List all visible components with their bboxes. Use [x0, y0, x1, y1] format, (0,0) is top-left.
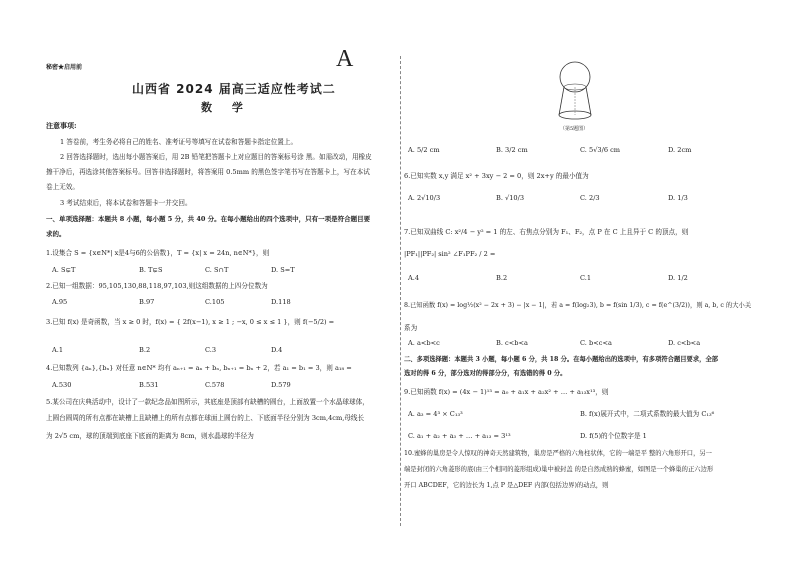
q4-option-a: A.530: [52, 381, 72, 389]
notes-item: 擦干净后，再选涂其他答案标号。回答非选择题时，将答案用 0.5mm 的黑色签字笔书写在答题卡上，写在本试: [46, 168, 370, 176]
section2-heading-cont: 选对的得 6 分，部分选对的得部分分，有选错的得 0 分。: [404, 370, 567, 377]
paper-title: 山西省 2024 届高三适应性考试二: [132, 82, 336, 96]
column-divider: [400, 56, 401, 526]
section2-heading: 二、多项选择题：本题共 3 小题，每小题 6 分，共 18 分。在每小题给出的选项中，有多项符合题目要求，全部: [404, 356, 719, 363]
q3-option-c: C.3: [205, 346, 217, 354]
paper-subject: 数 学: [201, 101, 251, 114]
section1-heading: 一、单项选择题：本题共 8 小题，每小题 5 分，共 40 分。在每小题给出的四个选项中，只有一项是符合题目要: [46, 215, 371, 223]
q10-stem-line: 端是封闭的六角菱形的底(由三个相同的菱形组成)巢中被封盖 的是自然成熟的蜂蜜，如图是一个蜂巢的正六边形: [404, 466, 714, 473]
q5-option-d: D. 2cm: [668, 146, 692, 154]
q5-option-a: A. 5/2 cm: [408, 146, 440, 154]
q5-figure: [540, 60, 610, 124]
q3-option-b: B.2: [139, 346, 151, 354]
paper-version: A: [336, 46, 354, 72]
q5-stem-line: 5.某公司在庆典活动中，设计了一款纪念品如图所示，其底座是顶部有缺槽的圆台，上面放置一个水晶球球体，: [46, 398, 369, 406]
q7-stem-line: 7.已知双曲线 C: x²/4 − y² = 1 的左、右焦点分别为 F₁、F₂，点 P 在 C 上且异于 C 的顶点，则: [404, 228, 689, 236]
q5-stem-line: 上圆台圆周的所有点都在缺槽上且缺槽上的所有点都在球面上圆台的上、下底面半径分别为 3cm,4cm,母线长: [46, 414, 365, 422]
q9-option-d: D. f(5)的个位数字是 1: [580, 432, 647, 440]
notes-item: 3 考试结束后，将本试卷和答题卡一并交回。: [60, 199, 192, 207]
q7-option-d: D. 1/2: [668, 274, 688, 282]
q8-option-a: A. a<b<c: [408, 339, 440, 347]
q8-stem-line: 8.已知函数 f(x) = log½(x² − 2x + 3) − |x − 1|，若 a = f(log₂3), b = f(sin 1/3), c = f(e^(3/2))，则 a, b, c 的大小关: [404, 302, 752, 309]
q9-option-c: C. a₁ + a₂ + a₃ + … + a₁₃ = 3¹³: [408, 432, 511, 440]
section1-heading-cont: 求的。: [46, 230, 66, 238]
q8-option-d: D. c<b<a: [668, 339, 701, 347]
q1-option-a: A. S⊊T: [52, 266, 76, 274]
q2-option-c: C.105: [205, 298, 225, 306]
q4-stem: 4.已知数列 {aₙ},{bₙ} 对任意 n∈N* 均有 aₙ₊₁ = aₙ + bₙ, bₙ₊₁ = bₙ + 2，若 a₁ = b₁ = 3，则 a₁₈ =: [46, 364, 352, 372]
q2-option-a: A.95: [52, 298, 68, 306]
q6-option-c: C. 2/3: [580, 194, 600, 202]
q5-option-b: B. 3/2 cm: [496, 146, 528, 154]
q1-option-b: B. T⊊S: [139, 266, 163, 274]
q7-option-b: B.2: [496, 274, 508, 282]
notes-heading: 注意事项:: [46, 121, 77, 130]
notes-item: 卷上无效。: [46, 183, 79, 191]
q2-option-b: B.97: [139, 298, 155, 306]
q3-option-a: A.1: [52, 346, 64, 354]
q1-stem: 1.设集合 S = {x∈N*| x是4与6的公倍数}，T = {x| x = 24n, n∈N*}，则: [46, 249, 270, 257]
q6-option-b: B. √10/3: [496, 194, 525, 202]
q10-stem-line: 10.蜜蜂的巢房是令人惊叹的神奇天然建筑物，巢房是严格的六角柱状体，它的一端是平 整的六角形开口，另一: [404, 450, 712, 457]
q3-option-d: D.4: [271, 346, 283, 354]
q7-option-a: A.4: [408, 274, 420, 282]
q6-option-a: A. 2√10/3: [408, 194, 441, 202]
q1-option-c: C. S∩T: [205, 266, 229, 274]
q2-stem: 2.已知一组数据：95,105,130,88,118,97,103,则这组数据的上四分位数为: [46, 282, 268, 290]
q2-option-d: D.118: [271, 298, 291, 306]
q5-figure-caption: （第5题图）: [560, 126, 589, 132]
q3-stem: 3.已知 f(x) 是奇函数，当 x ≥ 0 时，f(x) = { 2f(x−1), x ≥ 1 ; −x, 0 ≤ x ≤ 1 }，则 f(−5/2) =: [46, 318, 335, 326]
q9-option-a: A. a₃ = 4³ × C₁₃³: [408, 410, 463, 418]
q6-option-d: D. 1/3: [668, 194, 688, 202]
q5-stem-line: 为 2√5 cm，球的顶端到底座下底面的距离为 8cm，则水晶球的半径为: [46, 432, 254, 440]
q7-option-c: C.1: [580, 274, 592, 282]
q5-option-c: C. 5√3/6 cm: [580, 146, 621, 154]
q8-option-c: C. b<c<a: [580, 339, 612, 347]
q4-option-d: D.579: [271, 381, 291, 389]
q10-stem-line: 开口 ABCDEF，它的边长为 1,点 P 是△DEF 内部(包括边界)的动点，则: [404, 482, 609, 489]
q4-option-c: C.578: [205, 381, 225, 389]
q7-stem-line: |PF₁||PF₂| sin² ∠F₁PF₂ / 2 =: [404, 250, 496, 258]
q8-option-b: B. c<b<a: [496, 339, 528, 347]
q9-stem: 9.已知函数 f(x) = (4x − 1)¹³ = a₀ + a₁x + a₂x² + … + a₁₃x¹³，则: [404, 388, 609, 396]
notes-item: 1 答卷前，考生务必将自己的姓名、准考证号等填写在试卷和答题卡指定位置上。: [60, 138, 298, 146]
notes-item: 2 回答选择题时，选出每小题答案后，用 2B 铅笔把答题卡上对应题目的答案标号涂 黑。如需改动，用橡皮: [60, 153, 372, 161]
q4-option-b: B.531: [139, 381, 159, 389]
q6-stem: 6.已知实数 x,y 满足 x² + 3xy − 2 = 0，则 2x+y 的最小值为: [404, 172, 589, 180]
secret-label: 秘密★启用前: [46, 64, 83, 71]
q8-stem-line: 系为: [404, 324, 418, 332]
q1-option-d: D. S=T: [271, 266, 295, 274]
q9-option-b: B. f(x)展开式中，二项式系数的最大值为 C₁₃⁶: [580, 410, 715, 418]
